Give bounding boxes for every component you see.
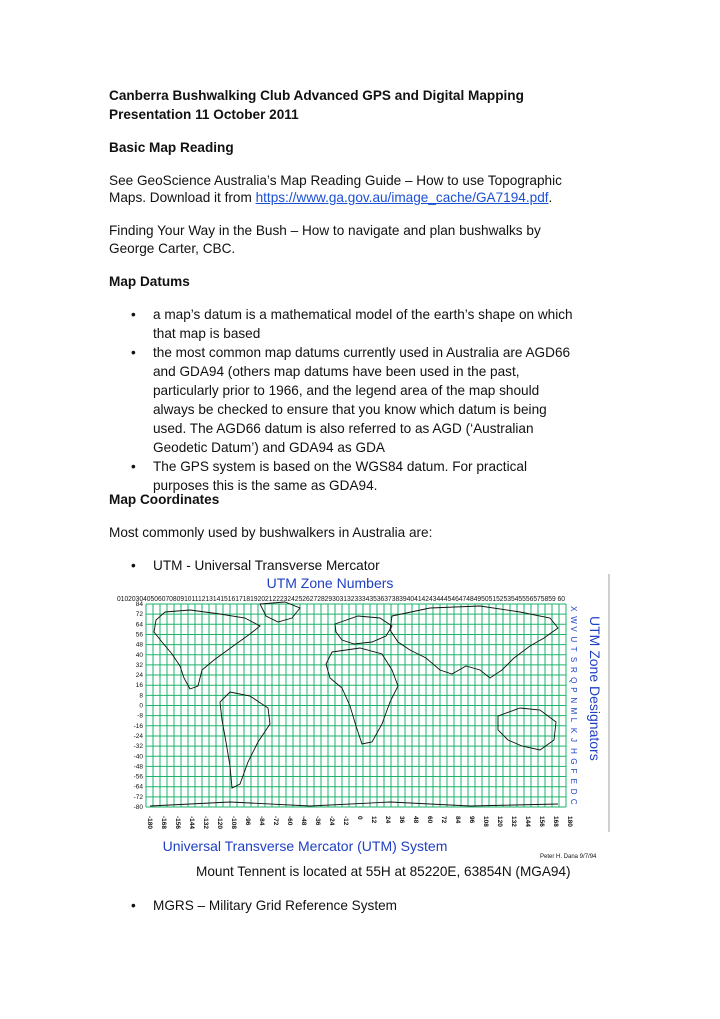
latitude-label: -8 xyxy=(137,712,143,720)
longitude-label: -60 xyxy=(286,816,293,826)
designator-letter: D xyxy=(569,788,578,795)
designator-letter: S xyxy=(569,656,578,663)
longitude-label: -180 xyxy=(146,816,153,830)
longitude-label: -96 xyxy=(244,816,251,826)
latitude-label: 64 xyxy=(135,621,143,629)
map-background xyxy=(110,574,610,864)
designator-letter: Q xyxy=(569,677,578,684)
longitude-label: -12 xyxy=(342,816,349,826)
para-ga-guide-line1: See GeoScience Australia’s Map Reading Guide – How to use Topographic xyxy=(109,173,562,188)
designator-letter: C xyxy=(569,798,578,805)
bullet-icon: • xyxy=(131,345,136,360)
designator-letter: V xyxy=(569,626,578,632)
latitude-label: 32 xyxy=(135,661,143,669)
designator-letter: P xyxy=(569,687,578,693)
latitude-label: -56 xyxy=(133,773,143,781)
map-credit: Peter H. Dana 9/7/94 xyxy=(540,854,597,860)
designators-title: UTM Zone Designators xyxy=(587,616,603,761)
list-item-line: particularly prior to 1966, and the legend area of the map should xyxy=(153,383,540,398)
list-item-line: the most common map datums currently used in Australia are AGD66 xyxy=(153,345,571,360)
latitude-label: -16 xyxy=(133,722,143,730)
coord-list-utm xyxy=(131,556,611,575)
list-item-line: that map is based xyxy=(153,326,261,341)
designator-letter: E xyxy=(569,778,578,784)
map-caption: Mount Tennent is located at 55H at 85220E, 63854N (MGA94) xyxy=(196,864,571,879)
designator-letter: R xyxy=(569,666,578,673)
designator-letter: T xyxy=(569,646,578,652)
designator-letter: M xyxy=(569,707,578,715)
longitude-label: -72 xyxy=(272,816,279,826)
bullet-icon: • xyxy=(131,898,136,913)
bullet-icon: • xyxy=(131,558,136,573)
latitude-label: -24 xyxy=(133,732,143,740)
longitude-label: 48 xyxy=(412,816,419,824)
para-ga-prefix-text: Maps. Download it from xyxy=(109,190,256,205)
coord-list-mgrs xyxy=(131,896,611,915)
longitude-label: -108 xyxy=(230,816,237,830)
longitude-label: 120 xyxy=(496,816,503,827)
map-bottom-title: Universal Transverse Mercator (UTM) System xyxy=(162,838,448,854)
list-item-line: always be checked to ensure that you know which datum is being xyxy=(153,402,547,417)
list-item xyxy=(131,556,611,575)
latitude-label: -40 xyxy=(133,753,143,761)
mgrs-item-label: MGRS – Military Grid Reference System xyxy=(153,898,397,913)
longitude-label: -132 xyxy=(202,816,209,830)
para-ga-suffix: . xyxy=(548,190,553,205)
map-grid xyxy=(146,604,566,807)
para-finding-way-line2: George Carter, CBC. xyxy=(109,241,236,256)
longitude-label: 84 xyxy=(454,816,461,824)
doc-title-line1: Canberra Bushwalking Club Advanced GPS and Digital Mapping xyxy=(109,88,524,103)
designator-letter: J xyxy=(569,738,578,743)
latitude-label: -48 xyxy=(133,763,143,771)
longitude-label: 60 xyxy=(426,816,433,824)
latitude-label: 8 xyxy=(139,692,143,700)
longitude-label: 36 xyxy=(398,816,405,824)
bullet-icon: • xyxy=(131,307,136,322)
longitude-label: 96 xyxy=(468,816,475,824)
longitude-label: 0 xyxy=(356,816,363,820)
ga-pdf-link[interactable]: https://www.ga.gov.au/image_cache/GA7194.pdf xyxy=(255,190,549,205)
latitude-label: 24 xyxy=(135,672,143,680)
latitude-label: -80 xyxy=(133,804,143,811)
latitude-label: -64 xyxy=(133,783,143,791)
longitude-label: -120 xyxy=(216,816,223,830)
list-item-line: The GPS system is based on the WGS84 datum. For practical xyxy=(153,459,527,474)
designator-letter: W xyxy=(569,616,578,624)
heading-basic-map-reading: Basic Map Reading xyxy=(109,140,234,155)
latitude-label: 40 xyxy=(135,651,143,659)
designator-letter: F xyxy=(569,768,578,774)
longitude-label: -48 xyxy=(300,816,307,826)
longitude-label: 24 xyxy=(384,816,391,824)
latitude-label: 56 xyxy=(135,631,143,639)
list-item xyxy=(131,305,611,343)
longitude-label: 144 xyxy=(524,816,531,827)
latitude-label: -32 xyxy=(133,743,143,751)
latitude-label: -72 xyxy=(133,793,143,801)
zone-numbers-row: 0102030405060708091011121314151617181920212223242526272829303132333435363738394041424344454647484950515253545556575859 60 xyxy=(117,594,565,603)
longitude-label: 168 xyxy=(552,816,559,827)
longitude-label: -84 xyxy=(258,816,265,826)
latitude-label: 0 xyxy=(139,702,143,710)
designator-letter: U xyxy=(569,636,578,643)
list-item-line: and GDA94 (others map datums have been used in the past, xyxy=(153,364,520,379)
map-title: UTM Zone Numbers xyxy=(266,575,394,591)
list-item xyxy=(131,896,611,915)
longitude-label: 132 xyxy=(510,816,517,827)
longitude-label: 156 xyxy=(538,816,545,827)
utm-zone-map xyxy=(110,574,610,864)
longitude-label: 180 xyxy=(566,816,573,827)
utm-item-label: UTM - Universal Transverse Mercator xyxy=(153,558,380,573)
para-finding-way-line1: Finding Your Way in the Bush – How to navigate and plan bushwalks by xyxy=(109,223,541,238)
latitude-label: 84 xyxy=(135,601,143,608)
longitude-label: -36 xyxy=(314,816,321,826)
list-item-line: used. The AGD66 datum is also referred to as AGD (‘Australian xyxy=(153,421,534,436)
designator-letter: L xyxy=(569,717,578,723)
latitude-label: 48 xyxy=(135,641,143,649)
designator-letter: N xyxy=(569,697,578,704)
longitude-label: -168 xyxy=(160,816,167,830)
longitude-label: 12 xyxy=(370,816,377,824)
latitude-label: 72 xyxy=(135,611,143,619)
para-ga-guide-line2 xyxy=(109,188,552,207)
doc-title-line2: Presentation 11 October 2011 xyxy=(109,107,299,122)
list-item xyxy=(131,343,611,457)
bullet-icon: • xyxy=(131,459,136,474)
designator-letter: H xyxy=(569,748,578,754)
designator-letter: G xyxy=(569,758,578,765)
designator-letter: X xyxy=(569,606,578,612)
latitude-label: 16 xyxy=(135,682,143,690)
longitude-label: -156 xyxy=(174,816,181,830)
designator-letter: K xyxy=(569,727,578,734)
longitude-label: 108 xyxy=(482,816,489,827)
para-most-common: Most commonly used by bushwalkers in Australia are: xyxy=(109,525,433,540)
longitude-label: -144 xyxy=(188,816,195,830)
list-item-line: a map’s datum is a mathematical model of the earth’s shape on which xyxy=(153,307,573,322)
datum-list xyxy=(131,305,611,495)
list-item-line: purposes this is the same as GDA94. xyxy=(153,478,378,493)
list-item-line: Geodetic Datum’) and GDA94 as GDA xyxy=(153,440,385,455)
longitude-label: -24 xyxy=(328,816,335,826)
heading-map-datums: Map Datums xyxy=(109,274,190,289)
longitude-label: 72 xyxy=(440,816,447,824)
heading-map-coordinates: Map Coordinates xyxy=(109,492,220,507)
